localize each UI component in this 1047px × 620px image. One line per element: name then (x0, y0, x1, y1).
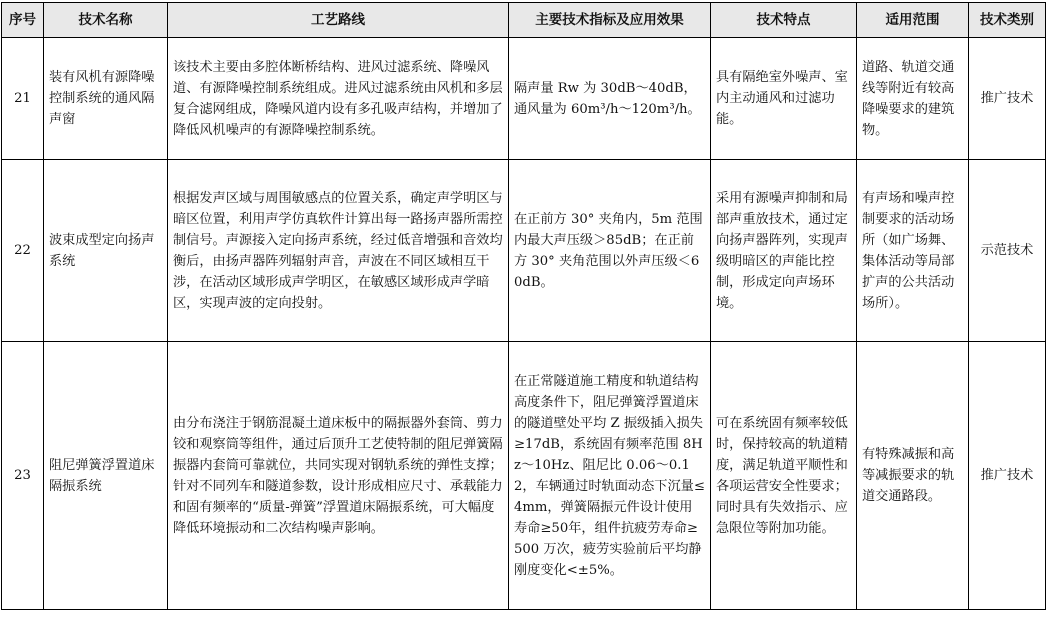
header-scope: 适用范围 (857, 3, 969, 38)
tech-name: 装有风机有源降噪控制系统的通风隔声窗 (44, 38, 168, 160)
header-name: 技术名称 (44, 3, 168, 38)
features: 可在系统固有频率较低时，保持较高的轨道精度，满足轨道平顺性和各项运营安全性要求；同时具有失效指示、应急限位等附加功能。 (711, 342, 857, 610)
category: 推广技术 (969, 342, 1046, 610)
header-no: 序号 (2, 3, 44, 38)
scope: 有声场和噪声控制要求的活动场所（如广场舞、集体活动等局部扩声的公共活动场所）。 (857, 160, 969, 342)
row-number: 21 (2, 38, 44, 160)
indicators: 隔声量 Rw 为 30dB～40dB，通风量为 60m³/h～120m³/h。 (509, 38, 711, 160)
indicators: 在正前方 30° 夹角内，5m 范围内最大声压级＞85dB；在正前方 30° 夹角范围以外声压级＜60dB。 (509, 160, 711, 342)
process-route: 根据发声区域与周围敏感点的位置关系，确定声学明区与暗区位置，利用声学仿真软件计算出每一路扬声器所需控制信号。声源接入定向扬声系统，经过低音增强和音效均衡后，由扬声器阵列辐射声音，声波在不同区域相互干涉，在活动区域形成声学明区，在敏感区域形成声学暗区，实现声波的定向投射。 (168, 160, 509, 342)
header-category: 技术类别 (969, 3, 1046, 38)
table-row (2, 342, 1046, 610)
category: 示范技术 (969, 160, 1046, 342)
process-route: 该技术主要由多腔体断桥结构、进风过滤系统、降噪风道、有源降噪控制系统组成。进风过滤系统由风机和多层复合滤网组成，降噪风道内设有多孔吸声结构，并增加了降低风机噪声的有源降噪控制系统。 (168, 38, 509, 160)
table-row (2, 160, 1046, 342)
table-row (2, 38, 1046, 160)
scope: 有特殊减振和高等减振要求的轨道交通路段。 (857, 342, 969, 610)
tech-name: 波束成型定向扬声系统 (44, 160, 168, 342)
scope: 道路、轨道交通线等附近有较高降噪要求的建筑物。 (857, 38, 969, 160)
row-number: 22 (2, 160, 44, 342)
process-route: 由分布浇注于钢筋混凝土道床板中的隔振器外套筒、剪力铰和观察筒等组件，通过后顶升工艺使特制的阻尼弹簧隔振器内套筒可靠就位，共同实现对钢轨系统的弹性支撑；针对不同列车和隧道参数，设计形成相应尺寸、承载能力和固有频率的“质量-弹簧”浮置道床隔振系统，可大幅度降低环境振动和二次结构噪声影响。 (168, 342, 509, 610)
header-indicators: 主要技术指标及应用效果 (509, 3, 711, 38)
features: 具有隔绝室外噪声、室内主动通风和过滤功能。 (711, 38, 857, 160)
header-features: 技术特点 (711, 3, 857, 38)
category: 推广技术 (969, 38, 1046, 160)
row-number: 23 (2, 342, 44, 610)
tech-name: 阻尼弹簧浮置道床隔振系统 (44, 342, 168, 610)
features: 采用有源噪声抑制和局部声重放技术，通过定向扬声器阵列，实现声级明暗区的声能比控制，形成定向声场环境。 (711, 160, 857, 342)
indicators: 在正常隧道施工精度和轨道结构高度条件下，阻尼弹簧浮置道床的隧道壁处平均 Z 振级插入损失≥17dB，系统固有频率范围 8Hz～10Hz、阻尼比 0.06～0.12，车辆通过时轨面动态下沉量≤4mm，弹簧隔振元件设计使用寿命≥50年，组件抗疲劳寿命≥500 万次，疲劳实验前后平均静刚度变化<±5%。 (509, 342, 711, 610)
technology-table (1, 2, 1046, 610)
header-row (2, 3, 1046, 38)
header-process: 工艺路线 (168, 3, 509, 38)
